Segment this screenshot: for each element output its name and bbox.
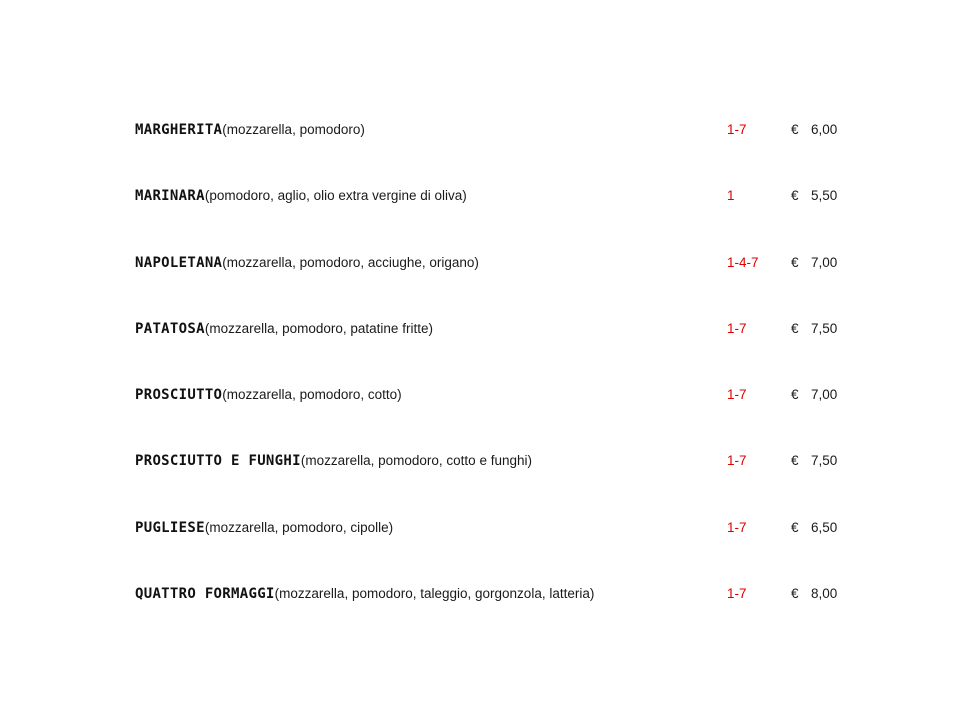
menu-item: [0, 251, 960, 281]
price: [791, 184, 837, 208]
pizza-name: PUGLIESE: [135, 520, 205, 536]
euro-symbol: €: [791, 387, 799, 402]
menu-item: [0, 383, 960, 413]
price: [791, 582, 837, 606]
pizza-name: NAPOLETANA: [135, 255, 223, 271]
menu-item: [0, 516, 960, 546]
pizza-name: QUATTRO FORMAGGI: [135, 586, 275, 602]
pizza-name: MARGHERITA: [135, 122, 223, 138]
pizza-name: PROSCIUTTO E FUNGHI: [135, 453, 301, 469]
price-value: 8,00: [811, 586, 838, 601]
euro-symbol: €: [791, 188, 799, 203]
pizza-ingredients: (mozzarella, pomodoro, cotto): [222, 387, 402, 402]
allergen-codes: 1-7: [727, 122, 747, 137]
price: [791, 317, 837, 341]
menu-item: [0, 118, 960, 148]
menu-item: [0, 184, 960, 214]
pizza-ingredients: (mozzarella, pomodoro): [222, 122, 365, 137]
euro-symbol: €: [791, 586, 799, 601]
euro-symbol: €: [791, 321, 799, 336]
price: [791, 383, 837, 407]
price: [791, 251, 837, 275]
price-value: 7,50: [811, 453, 838, 468]
pizza-ingredients: (mozzarella, pomodoro, acciughe, origano): [222, 255, 479, 270]
pizza-name: MARINARA: [135, 188, 205, 204]
price-value: 6,00: [811, 122, 838, 137]
menu-item: [0, 582, 960, 612]
pizza-ingredients: (mozzarella, pomodoro, cipolle): [204, 520, 394, 535]
pizza-name: PATATOSA: [135, 321, 205, 337]
allergen-codes: 1-7: [727, 387, 747, 402]
menu-item: [0, 449, 960, 479]
allergen-codes: 1-7: [727, 520, 747, 535]
allergen-codes: 1-7: [727, 453, 747, 468]
pizza-ingredients: (mozzarella, pomodoro, patatine fritte): [204, 321, 433, 336]
pizza-ingredients: (mozzarella, pomodoro, cotto e funghi): [300, 453, 532, 468]
price-value: 5,50: [811, 188, 838, 203]
euro-symbol: €: [791, 122, 799, 137]
euro-symbol: €: [791, 520, 799, 535]
pizza-ingredients: (pomodoro, aglio, olio extra vergine di oliva): [204, 188, 467, 203]
price-value: 6,50: [811, 520, 838, 535]
allergen-codes: 1-7: [727, 321, 747, 336]
euro-symbol: €: [791, 255, 799, 270]
allergen-codes: 1: [727, 188, 735, 203]
price-value: 7,50: [811, 321, 838, 336]
allergen-codes: 1-7: [727, 586, 747, 601]
price: [791, 449, 837, 473]
price-value: 7,00: [811, 255, 838, 270]
price: [791, 516, 837, 540]
menu-item: [0, 317, 960, 347]
pizza-ingredients: (mozzarella, pomodoro, taleggio, gorgonzola, latteria): [274, 586, 595, 601]
pizza-name: PROSCIUTTO: [135, 387, 223, 403]
price-value: 7,00: [811, 387, 838, 402]
euro-symbol: €: [791, 453, 799, 468]
price: [791, 118, 837, 142]
allergen-codes: 1-4-7: [727, 255, 759, 270]
